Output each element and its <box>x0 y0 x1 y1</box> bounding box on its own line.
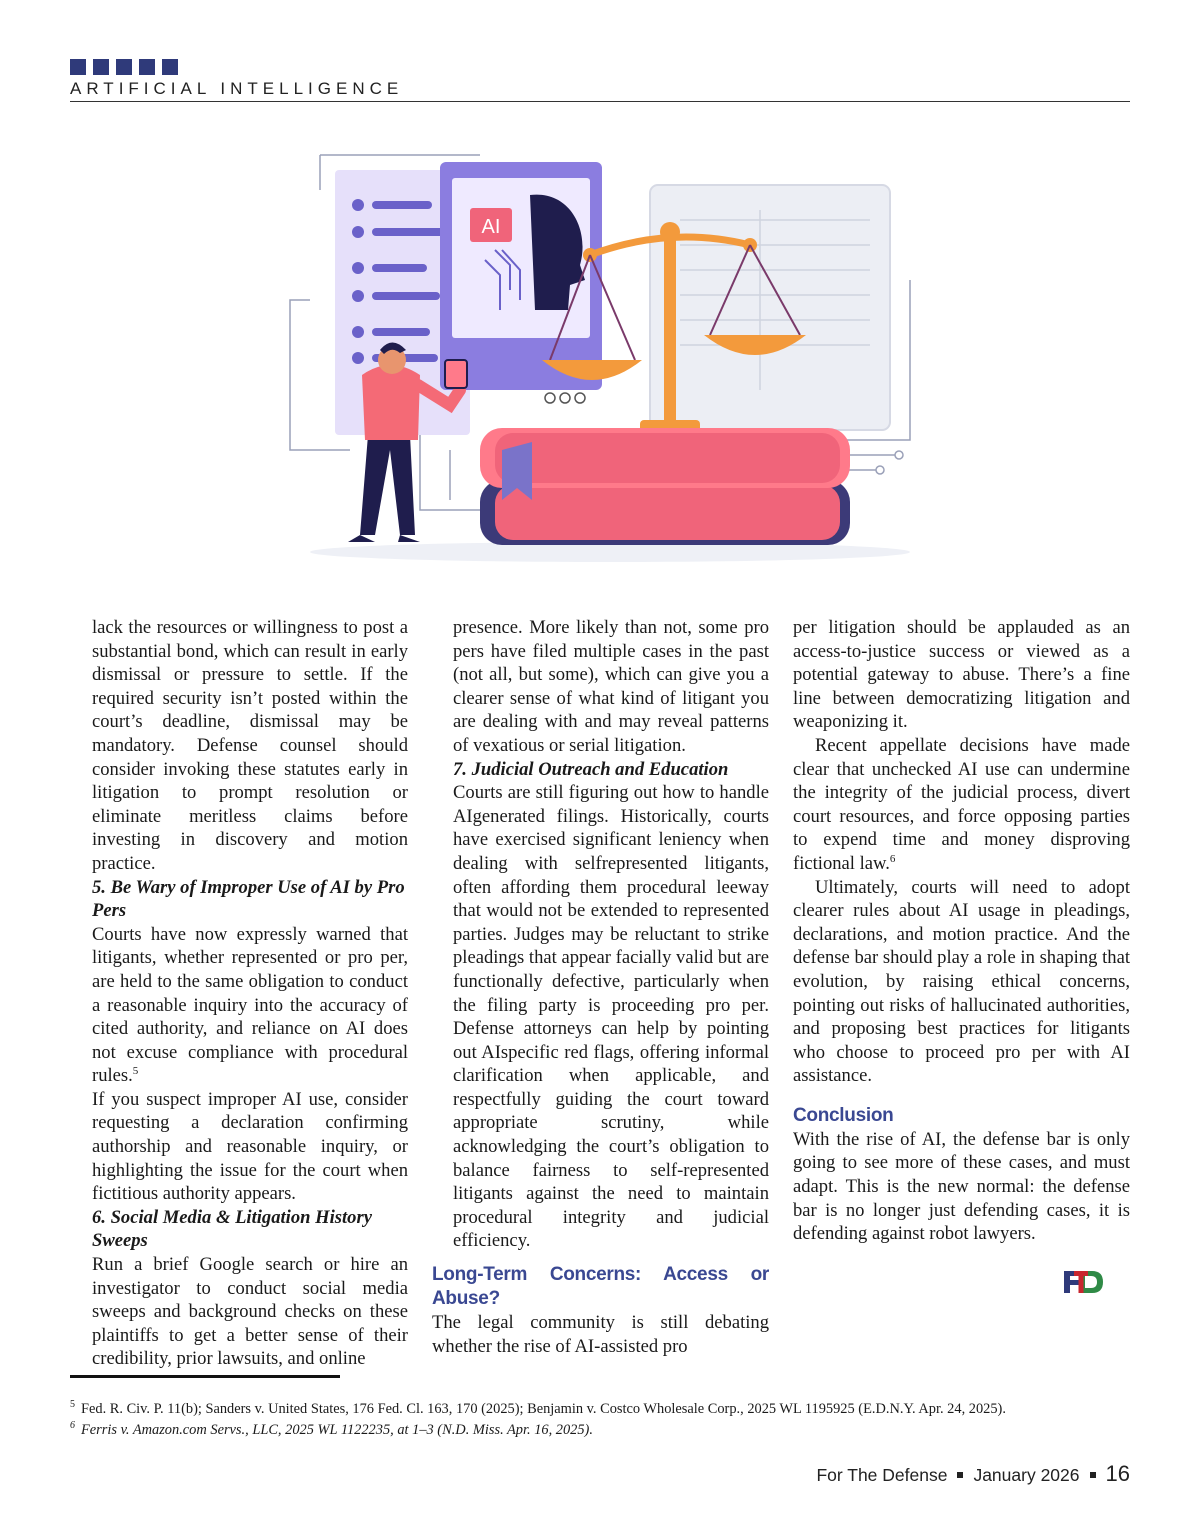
paragraph-text: Courts have now expressly warned that litigants, whether represented or pro per, are held to the same obligation to conduct a reasonable inquiry into the accuracy of cited authority, and reliance on AI does not excuse compliance with procedural rules. <box>92 923 408 1087</box>
ai-badge-label: AI <box>481 216 501 238</box>
subheading-6: 6. Social Media & Litigation History Sweeps <box>92 1206 372 1252</box>
paragraph: presence. More likely than not, some pro pers have filed multiple cases in the past (not all, but some), which can give you a clearer sense of what kind of litigant you are dealing with and may reveal patterns of vexatious or serial litigation. <box>453 617 769 756</box>
page-footer <box>816 1461 1130 1487</box>
paragraph <box>92 923 408 1088</box>
header-square <box>162 59 178 75</box>
footnote-number: 5 <box>70 1399 75 1411</box>
header-squares <box>70 59 178 75</box>
ftd-logo-icon <box>1062 1268 1104 1296</box>
paragraph-text: Recent appellate decisions have made clear that unchecked AI use can undermine the integrity of the judicial process, divert court resources, and force opposing parties to expend time and money disproving fictional law. <box>793 734 1130 874</box>
paragraph: per litigation should be applauded as an access-to-justice success or viewed as a potential gateway to abuse. There’s a fine line between democratizing litigation and weaponizing it. <box>793 617 1130 733</box>
law-books-icon <box>480 428 850 545</box>
paragraph: If you suspect improper AI use, consider requesting a declaration confirming authorship and reasonable inquiry, or highlighting the issue for the court when fictitious authority appears. <box>92 1088 408 1205</box>
footnote-ref-6[interactable]: 6 <box>889 852 896 865</box>
footnote-number: 6 <box>70 1420 75 1432</box>
article-column-3 <box>793 616 1130 1246</box>
footnote-text: Ferris v. Amazon.com Servs., LLC, 2025 WL 1122235, at 1–3 (N.D. Miss. Apr. 16, 2025). <box>81 1422 593 1438</box>
issue-date: January 2026 <box>973 1465 1080 1485</box>
footnote-text: Fed. R. Civ. P. 11(b); Sanders v. United States, 176 Fed. Cl. 163, 170 (2025); Benjamin v. Costco Wholesale Corp., 2025 WL 1195925 (E.D.N.Y. Apr. 24, 2025). <box>81 1401 1006 1417</box>
phone-icon <box>445 360 467 388</box>
paragraph: Courts are still figuring out how to handle AIgenerated filings. Historically, courts have exercised significant leniency when dealing with selfrepresented litigants, often affording them procedural leeway that would not be extended to represented parties. Judges may be reluctant to strike pleadings that appear facially valid but are functionally defective, particularly when the filing party is proceeding pro per. Defense attorneys can help by pointing out AIspecific red flags, offering informal clarification when applicable, and respectfully guiding the court toward appropriate scrutiny, while acknowledging the court’s obligation to balance fairness to self-represented litigants against the need to maintain procedural integrity and judicial efficiency. <box>453 782 769 1252</box>
separator-square <box>1090 1472 1096 1478</box>
section-label: ARTIFICIAL INTELLIGENCE <box>70 79 404 98</box>
paragraph: lack the resources or willingness to post a substantial bond, which can result in early dismissal or pressure to settle. If the required security isn’t posted within the court’s deadline, dismissal may be mandatory. Defense counsel should consider invoking these statutes early in litigation to prompt resolution or eliminate meritless claims before investing in discovery and motion practice. <box>92 617 408 874</box>
footnote-ref-5[interactable]: 5 <box>132 1065 139 1078</box>
paragraph: The legal community is still debating whether the rise of AI-assisted pro <box>432 1312 769 1357</box>
paragraph: Run a brief Google search or hire an investigator to conduct social media sweeps and background checks on these plaintiffs to get a better sense of their credibility, prior lawsuits, and online <box>92 1254 408 1370</box>
header-square <box>139 59 155 75</box>
paragraph: Ultimately, courts will need to adopt clearer rules about AI usage in pleadings, declarations, and motion practice. And the defense bar should play a role in shaping that evolution, by raising ethical concerns, pointing out risks of hallucinated authorities, and proposing best practices for litigants who choose to proceed pro per with AI assistance. <box>793 876 1130 1087</box>
footnote-rule <box>70 1375 340 1378</box>
header-square <box>116 59 132 75</box>
document-panel <box>650 185 890 430</box>
header-square <box>93 59 109 75</box>
header-rule <box>70 101 1130 102</box>
footnote-5 <box>70 1400 1130 1418</box>
subheading-7: 7. Judicial Outreach and Education <box>453 758 729 780</box>
section-heading-conclusion: Conclusion <box>793 1104 894 1126</box>
footnote-6 <box>70 1421 1130 1439</box>
paragraph: With the rise of AI, the defense bar is only going to see more of these cases, and must adapt. This is the new normal: the defense bar is no longer just defending cases, it is defending against robot lawyers. <box>793 1128 1130 1245</box>
page-number: 16 <box>1105 1461 1130 1486</box>
section-heading-long-term: Long-Term Concerns: Access or Abuse? <box>432 1264 769 1310</box>
article-column-2 <box>432 616 769 1358</box>
paragraph <box>793 734 1130 876</box>
article-column-1 <box>92 616 408 1371</box>
subheading-5: 5. Be Wary of Improper Use of AI by Pro Pers <box>92 876 405 922</box>
header-square <box>70 59 86 75</box>
ai-justice-illustration <box>280 150 920 570</box>
separator-square <box>957 1472 963 1478</box>
publication-name: For The Defense <box>816 1465 948 1485</box>
